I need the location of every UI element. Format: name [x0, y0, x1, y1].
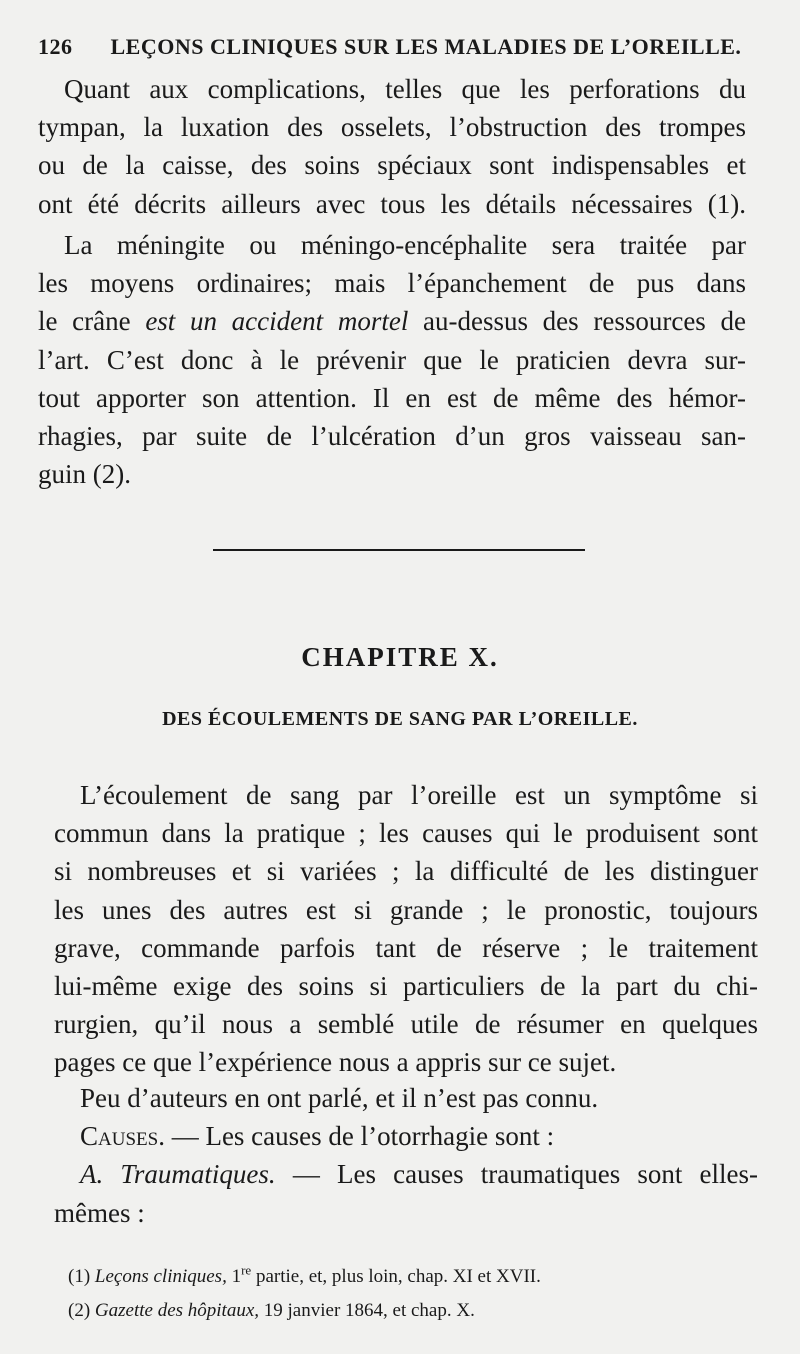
text-line: pages ce que l’expérience nous a appris sur ce sujet. — [54, 1047, 617, 1078]
footnotes — [68, 1260, 748, 1328]
footnote-2 — [68, 1294, 748, 1328]
chapter-title: CHAPITRE X. — [301, 642, 499, 672]
text-span: — Les causes traumatiques sont elles- — [275, 1159, 758, 1190]
text-line: L’écoulement de sang par l’oreille est un symptôme si — [80, 780, 758, 810]
text-line: les moyens ordinaires; mais l’épanchement de pus dans — [38, 268, 746, 299]
text-span: partie, et, plus loin, chap. XI et XVII. — [251, 1266, 541, 1287]
emphasis-text: est un accident mortel — [145, 306, 409, 337]
footnote-citation: Leçons cliniques, — [94, 1266, 227, 1287]
text-line — [54, 1117, 758, 1155]
footnote-number: (1) — [68, 1266, 91, 1287]
running-title: LEÇONS CLINIQUES SUR LES MALADIES DE L’OREILLE. — [110, 34, 742, 59]
paragraph-ecoulement — [54, 776, 758, 1082]
text-line: rhagies, par suite de l’ulcération d’un gros vaisseau san- — [38, 421, 746, 452]
text-line: rurgien, qu’il nous a semblé utile de résumer en quelques — [54, 1009, 758, 1040]
text-line — [38, 302, 746, 340]
text-line: grave, commande parfois tant de réserve ; le traitement — [54, 932, 758, 963]
section-divider — [213, 549, 585, 551]
text-line: Quant aux complications, telles que les perforations du — [64, 74, 746, 104]
causes-label: Causes. — [80, 1121, 165, 1152]
text-line — [54, 1155, 758, 1193]
chapter-subtitle: DES ÉCOULEMENTS DE SANG PAR L’OREILLE. — [162, 708, 638, 730]
paragraph-complications — [38, 70, 746, 223]
running-header — [38, 34, 758, 60]
page-number: 126 — [38, 34, 73, 59]
text-line: lui-même exige des soins si particuliers de la part du chi- — [54, 971, 758, 1002]
text-line: les unes des autres est si grande ; le pronostic, toujours — [54, 894, 758, 925]
text-line: guin (2). — [38, 459, 131, 490]
footnote-citation: Gazette des hôpitaux, — [94, 1300, 260, 1321]
superscript: re — [241, 1262, 252, 1278]
text-span: — Les causes de l’otorrhagie sont : — [164, 1121, 555, 1152]
text-line: tympan, la luxation des osselets, l’obstruction des trompes — [38, 112, 746, 143]
text-line: ont été décrits ailleurs avec tous les détails nécessaires (1). — [38, 188, 746, 219]
footnote-number: (2) — [68, 1300, 91, 1321]
footnote-1 — [68, 1260, 748, 1294]
text-line: ou de la caisse, des soins spéciaux sont indispensables et — [38, 150, 746, 181]
emphasis-text: A. Traumatiques. — [80, 1159, 276, 1190]
text-line: Peu d’auteurs en ont parlé, et il n’est pas connu. — [80, 1083, 599, 1113]
text-span: 19 janvier 1864, et chap. X. — [259, 1300, 475, 1321]
text-line: commun dans la pratique ; les causes qui le produisent sont — [54, 818, 758, 849]
paragraph-meningite — [38, 226, 746, 493]
paragraph-causes — [54, 1079, 758, 1232]
text-line: si nombreuses et si variées ; la difficulté de les distinguer — [54, 856, 758, 887]
text-span: 1 — [226, 1266, 242, 1287]
text-line: l’art. C’est donc à le prévenir que le praticien devra sur- — [38, 344, 746, 375]
text-line: mêmes : — [54, 1197, 145, 1228]
text-line: tout apporter son attention. Il en est de même des hémor- — [38, 382, 746, 413]
text-line: La méningite ou méningo-encéphalite sera traitée par — [64, 230, 746, 260]
text-span: au-dessus des ressources de — [408, 306, 746, 337]
text-span: le crâne — [38, 306, 146, 337]
